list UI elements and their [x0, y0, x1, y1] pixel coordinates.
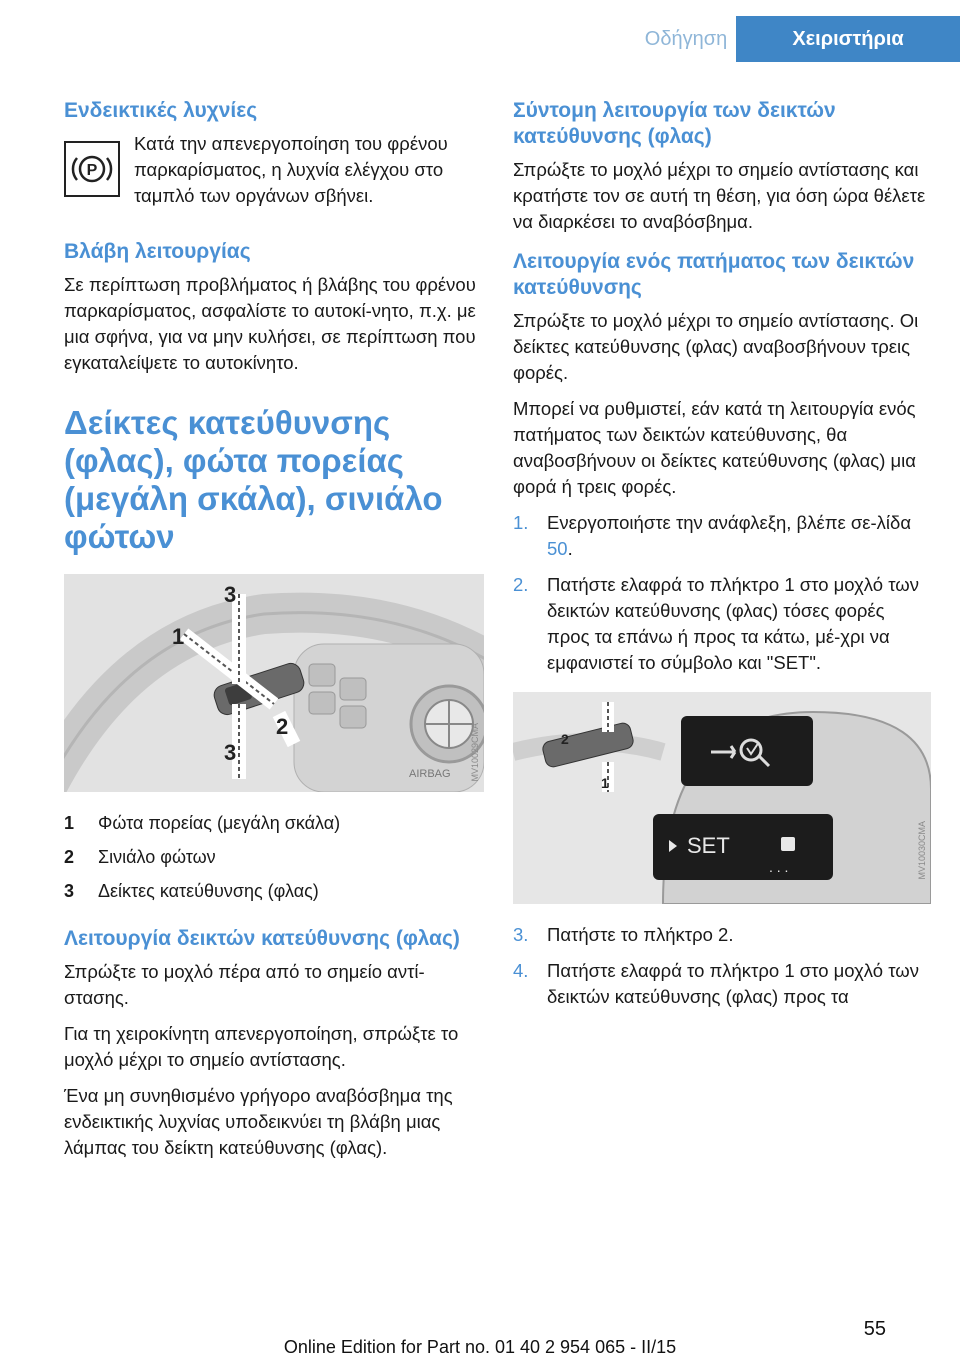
step-number: 1. — [513, 512, 529, 533]
svg-text:3: 3 — [224, 740, 237, 765]
indicator-heading: Ενδεικτικές λυχνίες — [64, 99, 258, 122]
svg-text:3: 3 — [224, 582, 237, 607]
onetouch-text-2: Μπορεί να ρυθμιστεί, εάν κατά τη λειτουργία ενός πατήματος των δεικτών κατεύθυνσης, θα αναβοσβήνουν οι δείκτες κατεύθυνσης (φλας) μια φορά ή τρεις φορές. — [513, 398, 916, 497]
legend-text: Σινιάλο φώτων — [98, 847, 216, 867]
right-column — [513, 98, 931, 1020]
display-set-figure — [513, 692, 931, 904]
figure-id: MV10029CMA — [470, 723, 480, 782]
svg-text:1: 1 — [601, 775, 609, 791]
indicator-block — [64, 131, 484, 219]
svg-text:2: 2 — [561, 731, 569, 747]
step-text: Πατήστε το πλήκτρο 2. — [547, 924, 734, 945]
legend-text: Φώτα πορείας (μεγάλη σκάλα) — [98, 813, 341, 833]
onetouch-text-1: Σπρώξτε το μοχλό μέχρι το σημείο αντίστασης. Οι δείκτες κατεύθυνσης (φλας) αναβοσβήνουν τρεις φορές. — [513, 310, 919, 383]
svg-text:2: 2 — [276, 714, 289, 739]
onetouch-heading: Λειτουργία ενός πατήματος των δεικτών κατεύθυνσης — [513, 250, 915, 299]
operation-text-2: Για τη χειροκίνητη απενεργοποίηση, σπρώξτε το μοχλό μέχρι το σημείο αντίστασης. — [64, 1023, 459, 1070]
step-text: Πατήστε ελαφρά το πλήκτρο 1 στο μοχλό των δεικτών κατεύθυνσης (φλας) προς τα — [547, 960, 919, 1007]
page-number: 55 — [863, 1318, 886, 1340]
svg-text:P: P — [86, 162, 98, 179]
legend-num: 1 — [64, 813, 75, 833]
section-heading: Δείκτες κατεύθυνσης (φλας), φώτα πορείας (μεγάλη σκάλα), σινιάλο φώτων — [64, 404, 443, 555]
malfunction-text: Σε περίπτωση προβλήματος ή βλάβης του φρένου παρκαρίσματος, ασφαλίστε το αυτοκί‐νητο, π.χ. με μια σφήνα, για να μην κυλήσει, σε περίπτωση που εγκαταλείψετε το αυτοκίνητο. — [64, 274, 476, 373]
brief-text: Σπρώξτε το μοχλό μέχρι το σημείο αντίστασης και κρατήστε τον σε αυτή τη θέση, για όση ώρα θέλετε να διαρκέσει το αναβόσβημα. — [513, 159, 926, 232]
figure-legend — [64, 810, 484, 904]
svg-text:. . .: . . . — [769, 859, 789, 875]
step-text: Πατήστε ελαφρά το πλήκτρο 1 στο μοχλό των δεικτών κατεύθυνσης (φλας) τόσες φορές προς τα επάνω ή προς τα κάτω, μέ‐χρι να εμφανιστεί το σύμβολο και "SET". — [547, 574, 919, 673]
indicator-text: Κατά την απενεργοποίηση του φρένου παρκαρίσματος, η λυχνία ελέγχου στο ταμπλό των οργάνων σβήνει. — [134, 133, 448, 206]
page-header — [0, 0, 960, 62]
step-text: Ενεργοποιήστε την ανάφλεξη, βλέπε σε‐λίδα 50. — [547, 512, 912, 559]
operation-text-1: Σπρώξτε το μοχλό πέρα από το σημείο αντί‐στασης. — [64, 961, 425, 1008]
display-set-label: SET — [687, 833, 730, 858]
step-number: 2. — [513, 574, 529, 595]
malfunction-heading: Βλάβη λειτουργίας — [64, 240, 251, 263]
chapter-tab[interactable]: Χειριστήρια — [736, 16, 960, 62]
operation-heading: Λειτουργία δεικτών κατεύθυνσης (φλας) — [64, 927, 460, 950]
steering-lever-figure — [64, 574, 484, 792]
step-number: 3. — [513, 924, 529, 945]
legend-num: 3 — [64, 881, 75, 901]
steps-list-b — [513, 922, 931, 1020]
svg-text:1: 1 — [172, 624, 185, 649]
left-column — [64, 98, 484, 1171]
edition-footer: Online Edition for Part no. 01 40 2 954 065 - II/15 — [283, 1337, 677, 1357]
parking-brake-warning-icon — [64, 141, 120, 197]
legend-num: 2 — [64, 847, 75, 867]
legend-text: Δείκτες κατεύθυνσης (φλας) — [98, 881, 319, 901]
operation-text-3: Ένα μη συνηθισμένο γρήγορο αναβόσβημα της ενδεικτικής λυχνίας υποδεικνύει τη βλάβη μιας λάμπας του δείκτη κατεύθυνσης (φλας). — [64, 1085, 453, 1158]
section-tab[interactable]: Οδήγηση — [644, 28, 728, 50]
step-number: 4. — [513, 960, 529, 981]
page-link[interactable]: 50 — [547, 538, 568, 559]
brief-heading: Σύντομη λειτουργία των δεικτών κατεύθυνσης (φλας) — [513, 99, 836, 148]
airbag-label: AIRBAG — [409, 768, 451, 780]
figure-id: MV10030CMA — [917, 821, 927, 880]
steps-list-a — [513, 510, 931, 686]
